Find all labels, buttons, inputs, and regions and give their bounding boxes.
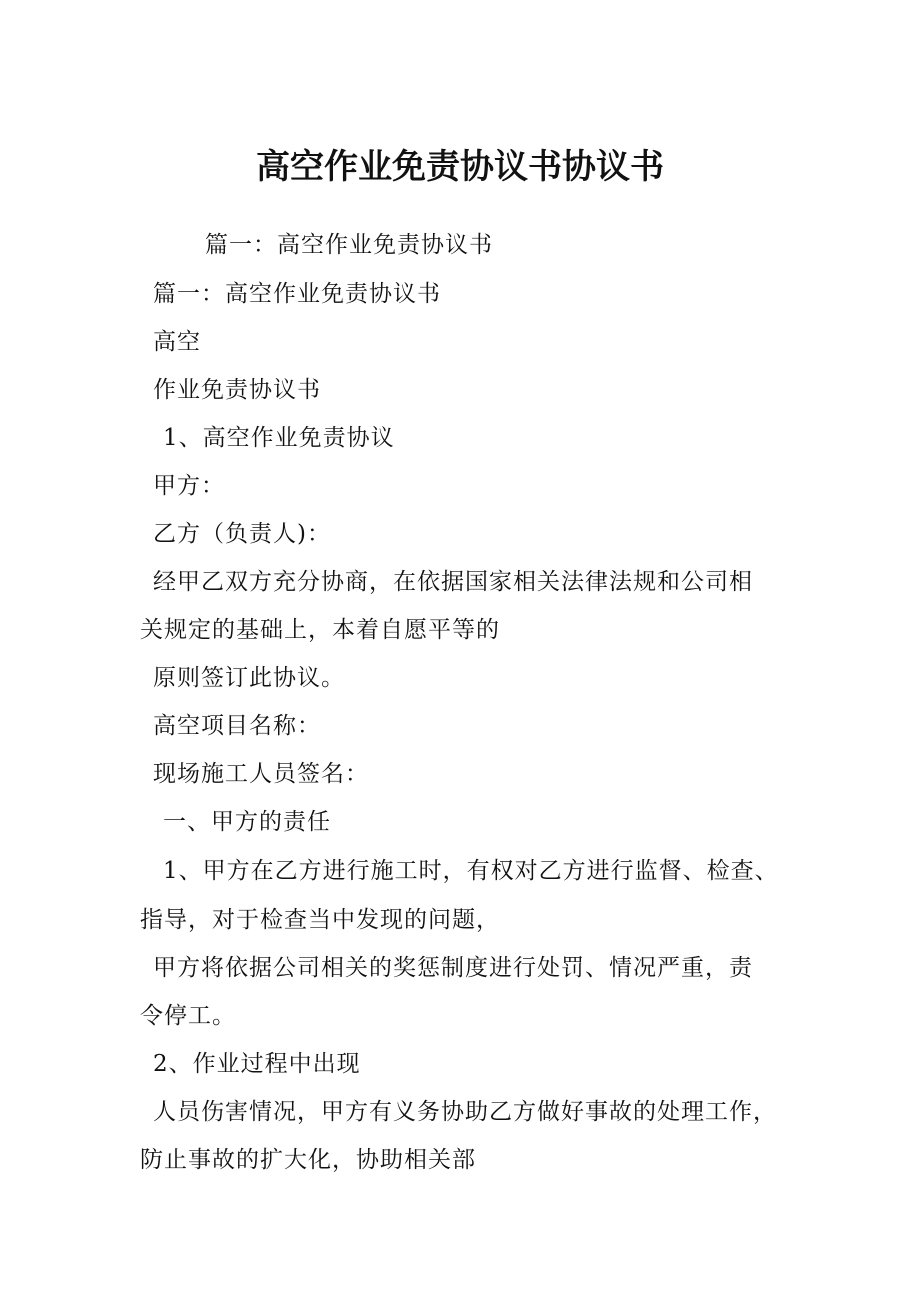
- text-line: 高空: [153, 329, 201, 355]
- text-line: 令停工。: [140, 1003, 236, 1029]
- text-line: 指导，对于检查当中发现的问题，: [140, 907, 500, 933]
- text-line: 关规定的基础上，本着自愿平等的: [140, 617, 500, 643]
- document-title: 高空作业免责协议书协议书: [256, 147, 664, 187]
- text-line: 甲方将依据公司相关的奖惩制度进行处罚、情况严重，责: [153, 955, 753, 981]
- text-line: 原则签订此协议。: [153, 665, 345, 691]
- section-heading: 一、甲方的责任: [163, 809, 331, 835]
- text-line: 防止事故的扩大化，协助相关部: [140, 1147, 476, 1173]
- section-heading: 篇一：高空作业免责协议书: [205, 232, 493, 258]
- text-line: 1、甲方在乙方进行施工时，有权对乙方进行监督、检查、: [163, 858, 779, 884]
- clause-heading: 1、高空作业免责协议: [163, 425, 395, 451]
- project-name-label: 高空项目名称：: [153, 713, 321, 739]
- section-heading-repeat: 篇一：高空作业免责协议书: [153, 281, 441, 307]
- clause-heading: 2、作业过程中出现: [153, 1051, 361, 1077]
- party-a-label: 甲方：: [153, 473, 225, 499]
- worker-signature-label: 现场施工人员签名：: [153, 761, 369, 787]
- text-line: 经甲乙双方充分协商，在依据国家相关法律法规和公司相: [153, 569, 753, 595]
- text-line: 人员伤害情况，甲方有义务协助乙方做好事故的处理工作，: [153, 1099, 777, 1125]
- party-b-label: 乙方（负责人)：: [153, 521, 331, 547]
- text-line: 作业免责协议书: [153, 377, 321, 403]
